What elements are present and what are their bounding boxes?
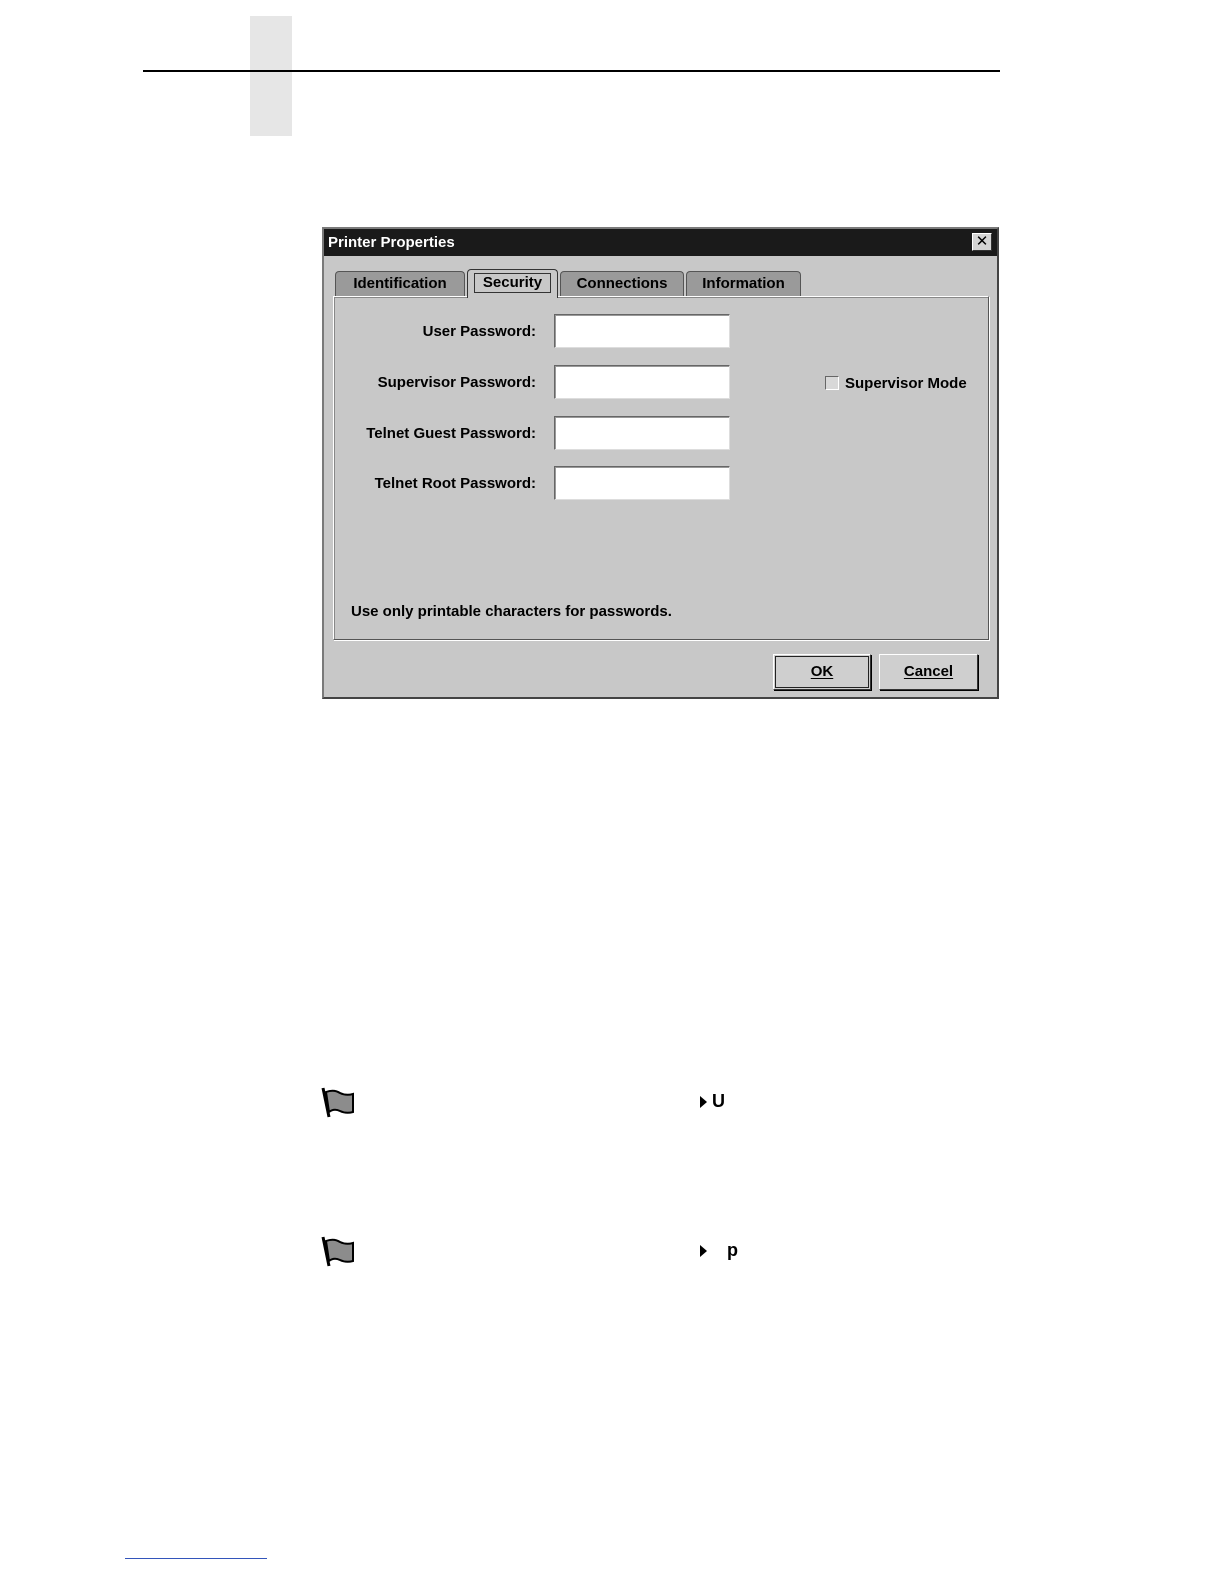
supervisor-password-label: Supervisor Password: bbox=[377, 374, 536, 391]
bullet-arrow-icon bbox=[700, 1245, 707, 1257]
user-password-input[interactable] bbox=[554, 314, 730, 348]
telnet-root-password-label: Telnet Root Password: bbox=[374, 475, 536, 492]
cancel-button[interactable]: Cancel bbox=[879, 654, 978, 690]
close-icon: ✕ bbox=[975, 233, 989, 250]
footer-link-rule bbox=[125, 1558, 267, 1559]
user-password-label: User Password: bbox=[422, 323, 536, 340]
tab-security[interactable]: Security bbox=[467, 269, 558, 298]
printer-properties-dialog bbox=[322, 227, 999, 699]
telnet-guest-password-label: Telnet Guest Password: bbox=[366, 425, 536, 442]
supervisor-mode-label: Supervisor Mode bbox=[845, 375, 967, 392]
header-rule bbox=[143, 70, 1000, 72]
note-2-text: p bbox=[727, 1240, 738, 1260]
password-hint: Use only printable characters for passwords. bbox=[351, 603, 672, 620]
page-thumb-tab bbox=[250, 16, 292, 136]
note-flag-icon bbox=[320, 1085, 356, 1121]
dialog-titlebar bbox=[324, 229, 997, 256]
ok-button[interactable]: OK bbox=[773, 654, 871, 690]
tab-connections[interactable]: Connections bbox=[560, 271, 684, 297]
supervisor-password-input[interactable] bbox=[554, 365, 730, 399]
tab-information[interactable]: Information bbox=[686, 271, 801, 297]
dialog-title: Printer Properties bbox=[328, 234, 455, 251]
telnet-guest-password-input[interactable] bbox=[554, 416, 730, 450]
bullet-arrow-icon bbox=[700, 1096, 707, 1108]
supervisor-mode-checkbox[interactable] bbox=[825, 376, 839, 390]
security-panel bbox=[333, 296, 989, 640]
note-1-text: U bbox=[712, 1091, 725, 1111]
close-button[interactable] bbox=[972, 233, 992, 251]
supervisor-mode-option[interactable] bbox=[825, 375, 967, 392]
telnet-root-password-input[interactable] bbox=[554, 466, 730, 500]
note-flag-icon bbox=[320, 1234, 356, 1270]
tab-identification[interactable]: Identification bbox=[335, 271, 465, 297]
